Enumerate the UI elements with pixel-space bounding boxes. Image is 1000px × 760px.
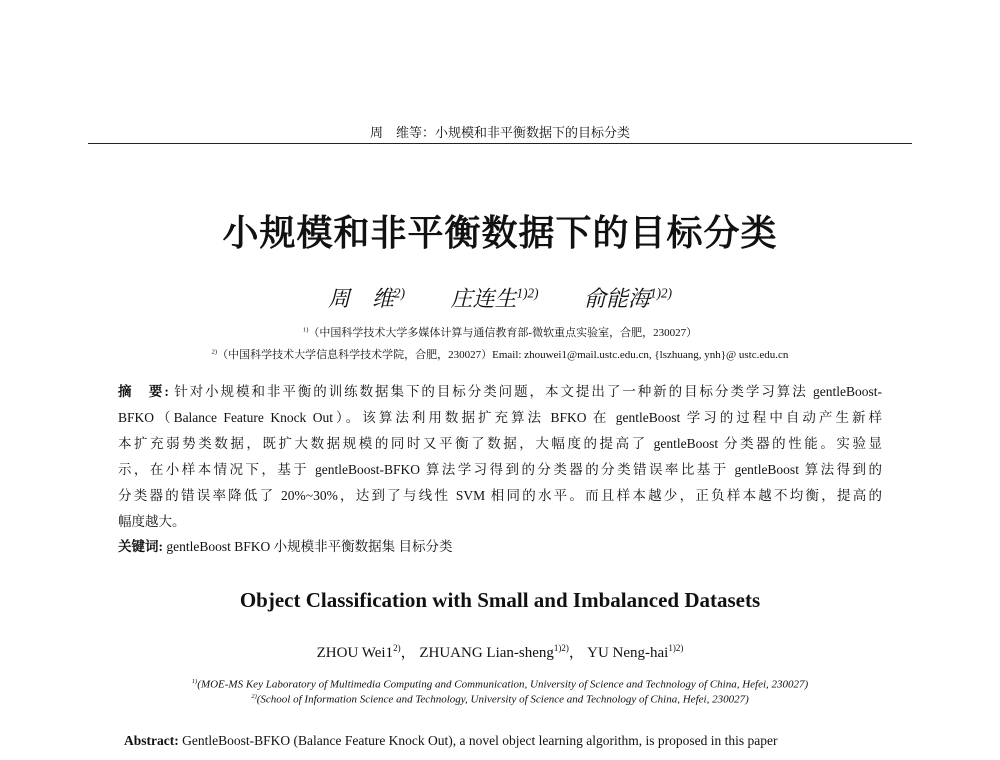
affiliation-cn-1 [0, 324, 1000, 340]
authors-en [0, 641, 1000, 662]
author-cn [328, 286, 405, 311]
abstract-cn-line [118, 379, 882, 405]
abstract-en-text: GentleBoost-BFKO (Balance Feature Knock Out), a novel object learning algorithm, is proposed in this paper [178, 733, 778, 748]
abstract-en-label: Abstract: [124, 733, 179, 748]
aff-sup: 1) [191, 678, 198, 685]
author-sup: 2) [393, 643, 401, 653]
title-en: Object Classification with Small and Imbalanced Datasets [239, 588, 761, 612]
aff-text: (MOE-MS Key Laboratory of Multimedia Computing and Communication, University of Science and Technology of China, Hefei, 230027) [197, 678, 809, 691]
author-name: ZHOU Wei1 [316, 645, 394, 661]
abstract-cn-label: 摘 要: [118, 384, 169, 399]
author-name: 俞能海 [584, 286, 651, 311]
affiliation-en-1 [0, 678, 1000, 691]
keywords-label: 关键词: [118, 539, 163, 554]
author-name: 庄连生 [450, 286, 517, 311]
author-name: YU Neng-hai [587, 645, 669, 661]
aff-text: （中国科学技术大学信息科学技术学院，合肥，230027）Email: zhouwei1@mail.ustc.edu.cn, {lszhuang, ynh}@ ustc.edu.cn [217, 349, 789, 361]
author-name: ZHUANG Lian-sheng [419, 645, 554, 661]
authors-cn [0, 282, 1000, 313]
author-sep: ， [568, 645, 584, 661]
header-rule [88, 143, 912, 144]
running-head: 周 维等：小规模和非平衡数据下的目标分类 [369, 125, 630, 140]
author-name: 周 维 [327, 286, 394, 311]
abstract-cn-line: 分类器的错误率降低了 20%~30%，达到了与线性 SVM 相同的水平。而且样本越少，正负样本越不均衡，提高的 [118, 488, 882, 503]
author-sup: 1)2) [668, 643, 684, 653]
author-sup: 1)2) [553, 643, 569, 653]
aff-text: (School of Information Science and Technology, University of Science and Technology of China, Hefei, 230027) [256, 693, 749, 706]
aff-sup: 2) [211, 348, 218, 356]
abstract-cn-line: 幅度越大。 [118, 514, 186, 529]
aff-text: （中国科学技术大学多媒体计算与通信教育部-微软重点实验室，合肥，230027） [308, 327, 698, 339]
author-sep: ， [400, 645, 416, 661]
affiliation-cn-2 [0, 346, 1000, 362]
author-cn [451, 286, 539, 311]
abstract-en [124, 733, 882, 749]
title-cn: 小规模和非平衡数据下的目标分类 [222, 213, 778, 253]
keywords-text: gentleBoost BFKO 小规模非平衡数据集 目标分类 [166, 539, 453, 554]
aff-sup: 1) [302, 326, 309, 334]
abstract-cn-line: 示，在小样本情况下，基于 gentleBoost-BFKO 算法学习得到的分类器的分类错误率比基于 gentleBoost 算法得到的 [118, 462, 882, 477]
abstract-cn-line: 本扩充弱势类数据，既扩大数据规模的同时又平衡了数据，大幅度的提高了 gentleBoost 分类器的性能。实验显 [118, 436, 882, 451]
abstract-cn-line: BFKO（Balance Feature Knock Out）。该算法利用数据扩充算法 BFKO 在 gentleBoost 学习的过程中自动产生新样 [118, 410, 882, 425]
keywords-cn [118, 534, 882, 560]
aff-sup: 2) [251, 693, 257, 700]
abstract-text: 针对小规模和非平衡的训练数据集下的目标分类问题，本文提出了一种新的目标分类学习算法 gentleBoost- [174, 384, 882, 399]
affiliation-en-2 [0, 693, 1000, 706]
author-sup: 2) [394, 285, 405, 301]
author-sup: 1)2) [650, 285, 672, 301]
author-sup: 1)2) [516, 285, 539, 301]
author-cn [584, 286, 672, 311]
